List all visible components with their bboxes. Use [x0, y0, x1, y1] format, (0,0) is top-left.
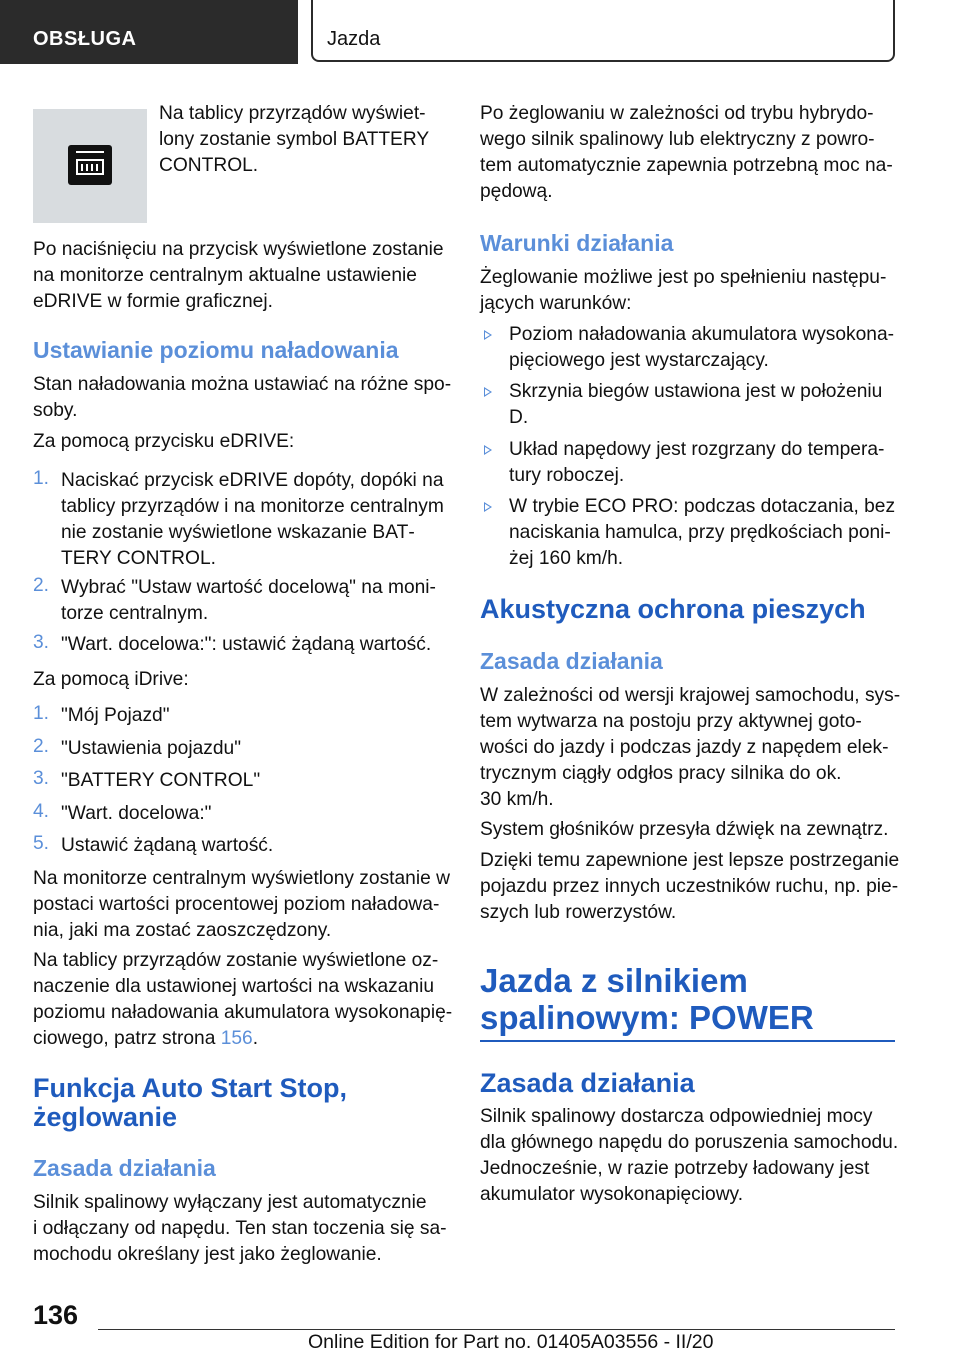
footer-edition: Online Edition for Part no. 01405A03556 - II/20 — [308, 1331, 714, 1353]
list-number: 2. — [33, 735, 50, 757]
battery-control-icon-box — [33, 109, 147, 223]
paragraph-line: Jednocześnie, w razie potrzeby ładowany jest — [480, 1158, 870, 1179]
list-item-line: Naciskać przycisk eDRIVE dopóty, dopóki na — [61, 470, 444, 491]
section-tab — [0, 0, 298, 64]
list-item-line: torze centralnym. — [61, 603, 209, 624]
list-number: 4. — [33, 800, 50, 822]
paragraph-line: naczenie dla ustawionej wartości na wskazaniu — [33, 976, 435, 997]
paragraph-line: nia, jaki ma zostać zaoszczędzony. — [33, 920, 332, 941]
paragraph-line: soby. — [33, 400, 78, 421]
paragraph-line: postaci wartości procentowej poziom naładowa- — [33, 894, 440, 915]
paragraph-line: jących warunków: — [480, 293, 632, 314]
chapter-title: Jazda — [327, 28, 381, 50]
intro-line: CONTROL. — [159, 155, 259, 176]
bullet-item-line: W trybie ECO PRO: podczas dotaczania, bez — [509, 496, 896, 517]
bullet-triangle-icon — [484, 330, 492, 340]
paragraph-line: mochodu określany jest jako żeglowanie. — [33, 1244, 382, 1265]
chapter-heading: Jazda z silnikiem — [480, 962, 748, 999]
paragraph-line: Silnik spalinowy wyłączany jest automatycznie — [33, 1192, 427, 1213]
page-number: 136 — [33, 1300, 79, 1330]
paragraph-line: pędową. — [480, 181, 553, 202]
bullet-item-line: Układ napędowy jest rozgrzany do tempera- — [509, 439, 885, 460]
list-number: 3. — [33, 768, 50, 789]
paragraph-line: wości do jazdy i podczas jazdy z napędem elek- — [480, 737, 889, 758]
bullet-triangle-icon — [484, 445, 492, 455]
paragraph-line: Żeglowanie możliwe jest po spełnieniu następu- — [480, 267, 887, 288]
paragraph-line: pojazdu przez innych uczestników ruchu, np. pie- — [480, 876, 899, 897]
subsection-heading: Zasada działania — [480, 1068, 695, 1098]
list-item-line: tablicy przyrządów i na monitorze centralnym — [61, 496, 444, 517]
paragraph-line: poziomu naładowania akumulatora wysokonapię- — [33, 1002, 453, 1023]
list-item-line: Ustawić żądaną wartość. — [61, 835, 274, 856]
list-item-line: "BATTERY CONTROL" — [61, 770, 261, 791]
heading-underline — [480, 1040, 895, 1042]
paragraph-line: eDRIVE w formie graficznej. — [33, 291, 273, 312]
bullet-item-line: naciskania hamulca, przy prędkościach poni- — [509, 522, 891, 543]
list-item-line: "Wart. docelowa:" — [61, 802, 212, 824]
section-heading: Funkcja Auto Start Stop, — [33, 1073, 348, 1103]
bullet-item-line: pięciowego jest wystarczający. — [509, 350, 769, 371]
bullet-item-line: żej 160 km/h. — [509, 548, 624, 569]
subsection-heading: Warunki działania — [480, 230, 674, 256]
paragraph-line: W zależności od wersji krajowej samochodu, sys- — [480, 685, 901, 706]
list-item-line: "Wart. docelowa:": ustawić żądaną wartość. — [61, 634, 432, 655]
list-item-line: TERY CONTROL. — [61, 548, 216, 569]
list-item-line: "Mój Pojazd" — [61, 705, 170, 726]
paragraph-line: Po żeglowaniu w zależności od trybu hybrydo- — [480, 103, 874, 124]
list-number: 1. — [33, 703, 50, 724]
paragraph-line: i odłączany od napędu. Ten stan toczenia się sa- — [33, 1218, 447, 1239]
paragraph-line: Na tablicy przyrządów zostanie wyświetlone oz- — [33, 950, 439, 971]
paragraph-line: dla głównego napędu do poruszenia samochodu. — [480, 1132, 899, 1153]
section-heading: Akustyczna ochrona pieszych — [480, 594, 866, 624]
paragraph-line: System głośników przesyła dźwięk na zewnątrz. — [480, 819, 889, 840]
section-heading: żeglowanie — [33, 1102, 178, 1132]
list-number: 5. — [33, 833, 50, 854]
chapter-tab — [311, 0, 895, 62]
paragraph-line: Stan naładowania można ustawiać na różne spo- — [33, 374, 452, 395]
paragraph-line: Dzięki temu zapewnione jest lepsze postrzeganie — [480, 850, 900, 871]
page-link[interactable]: 156 — [220, 1028, 253, 1049]
footer-divider — [98, 1329, 895, 1330]
list-item-line: nie zostanie wyświetlone wskazanie BAT‐ — [61, 522, 415, 543]
paragraph-line: Za pomocą przycisku eDRIVE: — [33, 431, 295, 452]
paragraph-text: . — [252, 1028, 259, 1049]
list-item-line: Wybrać "Ustaw wartość docelową" na moni- — [61, 577, 436, 598]
paragraph-line: wego silnik spalinowy lub elektryczny z powro- — [480, 129, 875, 150]
list-number: 2. — [33, 575, 50, 596]
paragraph-line: tem automatycznie zapewnia potrzebną moc na- — [480, 155, 893, 176]
bullet-triangle-icon — [484, 387, 492, 397]
bullet-item-line: Skrzynia biegów ustawiona jest w położeniu — [509, 381, 883, 402]
battery-control-icon — [68, 145, 112, 185]
paragraph-line: 30 km/h. — [480, 789, 554, 810]
paragraph-line: tem wytwarza na postoju przy aktywnej goto- — [480, 711, 862, 732]
paragraph-line: Za pomocą iDrive: — [33, 669, 189, 690]
list-number: 1. — [33, 468, 50, 489]
paragraph-line: trycznym ciągły odgłos pracy silnika do ok. — [480, 763, 842, 784]
paragraph-line: Po naciśnięciu na przycisk wyświetlone zostanie — [33, 239, 444, 260]
paragraph-line: akumulator wysokonapięciowy. — [480, 1184, 744, 1205]
paragraph-line: na monitorze centralnym aktualne ustawienie — [33, 265, 417, 286]
bullet-triangle-icon — [484, 502, 492, 512]
subsection-heading: Zasada działania — [33, 1155, 216, 1181]
list-item-line: "Ustawienia pojazdu" — [61, 737, 242, 759]
subsection-heading: Zasada działania — [480, 648, 663, 674]
intro-line: lony zostanie symbol BATTERY — [159, 129, 430, 150]
section-heading: Ustawianie poziomu naładowania — [33, 337, 399, 363]
paragraph-line: szych lub rowerzystów. — [480, 902, 677, 923]
bullet-item-line: tury roboczej. — [509, 465, 625, 486]
intro-line: Na tablicy przyrządów wyświet- — [159, 103, 426, 124]
paragraph-line: Silnik spalinowy dostarcza odpowiedniej mocy — [480, 1106, 873, 1127]
list-number: 3. — [33, 632, 50, 653]
bullet-item-line: D. — [509, 407, 529, 428]
bullet-item-line: Poziom naładowania akumulatora wysokona- — [509, 324, 895, 345]
paragraph-text: ciowego, patrz strona — [33, 1028, 221, 1049]
section-title: OBSŁUGA — [33, 28, 137, 50]
paragraph-line: Na monitorze centralnym wyświetlony zostanie w — [33, 868, 450, 889]
paragraph-line — [33, 1026, 258, 1052]
chapter-heading: spalinowym: POWER — [480, 999, 814, 1036]
